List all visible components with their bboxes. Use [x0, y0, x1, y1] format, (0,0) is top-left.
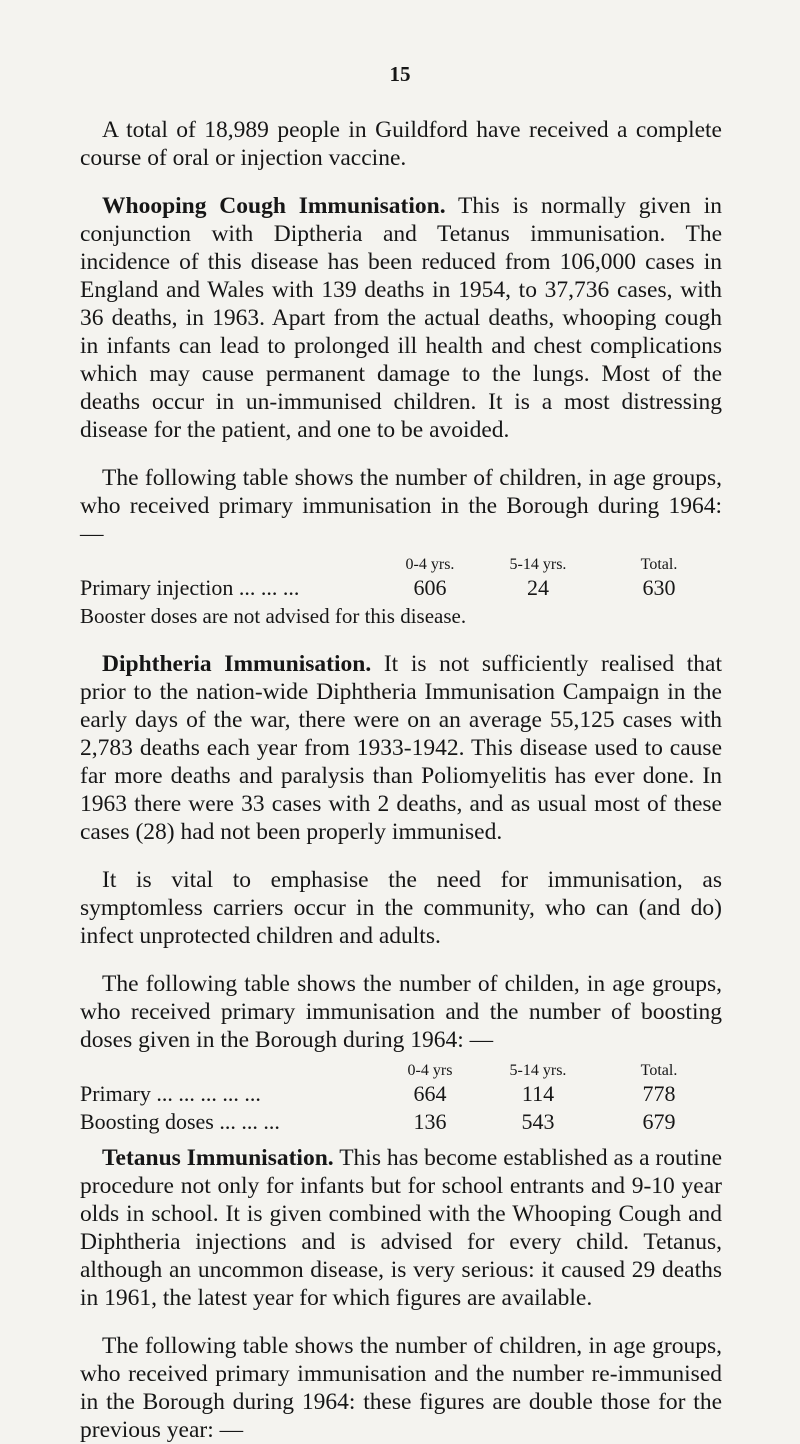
whooping-cough-text: This is normally given in conjunction with Diptheria and Tetanus immunisation. The incidence of this disease has been reduced from 106,000 cases in England and Wales with 139 deaths in 1954, to 37,736 cases, with 36 deaths, in 1963. Apart from the actual deaths, whooping cough in infants can lead to prolonged ill health and chest complications which may cause permanent damage to the lungs. Most of the deaths occur in un-immunised children. It is a most distressing disease for the patient, and one to be avoided. [80, 193, 722, 443]
tetanus-table-intro: The following table shows the number of children, in age groups, who received primary immunisation and the number re-immunised in the Borough during 1964: these figures are double those for the previous year: — [80, 1333, 722, 1443]
table-cell: 664 [413, 1081, 447, 1106]
table-cell: 606 [413, 575, 447, 600]
row-label: Primary injection ... ... ... [80, 575, 300, 600]
tetanus-paragraph [80, 1144, 722, 1312]
column-header: Total. [640, 1062, 678, 1079]
page-number: 15 [389, 62, 411, 86]
table-corner [80, 548, 380, 574]
column-header: 0-4 yrs. [405, 556, 455, 573]
row-label: Boosting doses ... ... ... [80, 1109, 280, 1134]
table-corner [80, 1054, 380, 1080]
page-content [80, 116, 722, 1444]
row-label: Primary ... ... ... ... ... [80, 1081, 261, 1106]
column-header: Total. [640, 556, 678, 573]
diphtheria-heading: Diphtheria Immunisation. [102, 651, 372, 677]
table-row [80, 574, 722, 602]
table-cell: 114 [521, 1081, 555, 1106]
whooping-table-intro: The following table shows the number of children, in age groups, who received primary immunisation in the Borough during 1964: — [80, 465, 722, 547]
intro-paragraph: A total of 18,989 people in Guildford have received a complete course of oral or injection vaccine. [80, 117, 722, 171]
vital-paragraph: It is vital to emphasise the need for immunisation, as symptomless carriers occur in the community, who can (and do) infect unprotected children and adults. [80, 867, 722, 949]
diphtheria-text: It is not sufficiently realised that prior to the nation-wide Diphtheria Immunisation Campaign in the early days of the war, there were on an average 55,125 cases with 2,783 deaths each year from 1933-1942. This disease used to cause far more deaths and paralysis than Poliomyelitis has ever done. In 1963 there were 33 cases with 2 deaths, and as usual most of these cases (28) had not been properly immunised. [80, 651, 722, 845]
table-cell: 543 [521, 1109, 555, 1134]
diphtheria-table-intro: The following table shows the number of childen, in age groups, who received primary immunisation and the number of boosting doses given in the Borough during 1964: — [80, 971, 722, 1053]
column-header: 5-14 yrs. [509, 556, 567, 573]
table-cell: 630 [642, 575, 676, 600]
whooping-cough-table [80, 548, 722, 602]
table-cell: 24 [527, 575, 549, 600]
table-cell: 778 [642, 1081, 676, 1106]
diphtheria-paragraph [80, 650, 722, 846]
column-header: 0-4 yrs [407, 1062, 453, 1079]
whooping-cough-heading: Whooping Cough Immunisation. [102, 193, 446, 219]
table-cell: 136 [413, 1109, 447, 1134]
diphtheria-table [80, 1054, 722, 1136]
whooping-cough-paragraph [80, 192, 722, 444]
table-cell: 679 [642, 1109, 676, 1134]
table-row [80, 1108, 722, 1136]
tetanus-heading: Tetanus Immunisation. [102, 1145, 334, 1171]
table-row [80, 1080, 722, 1108]
column-header: 5-14 yrs. [509, 1062, 567, 1079]
booster-note: Booster doses are not advised for this disease. [80, 604, 467, 628]
tetanus-text: This has become established as a routine procedure not only for infants but for school entrants and 9-10 year olds in school. It is given combined with the Whooping Cough and Diphtheria injections and is advised for every child. Tetanus, although an uncommon disease, is very serious: it caused 29 deaths in 1961, the latest year for which figures are available. [80, 1145, 723, 1311]
